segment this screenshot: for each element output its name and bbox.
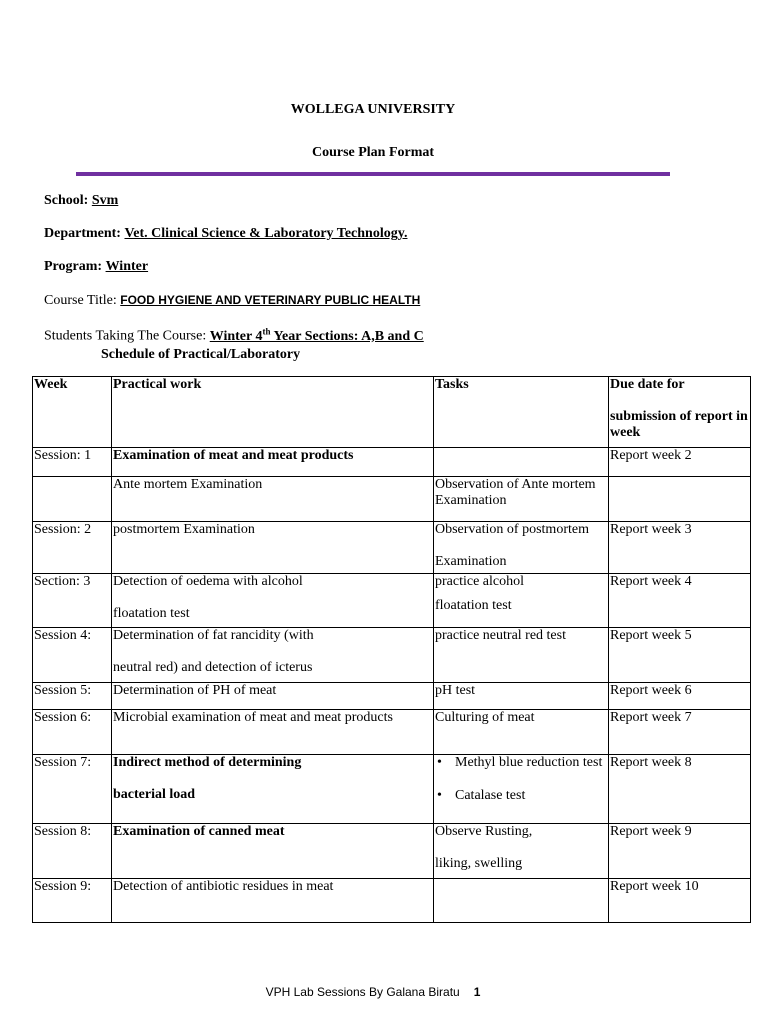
row-tasks-line1: Observation of postmortem [435, 522, 589, 537]
footer-text: VPH Lab Sessions By Galana Biratu [265, 985, 460, 999]
row-tasks-line1: Observe Rusting, [435, 824, 533, 839]
list-item: • Methyl blue reduction test [435, 755, 608, 771]
school-line [44, 193, 118, 209]
row-tasks: Culturing of meat [434, 710, 609, 755]
row-due: Report week 7 [609, 710, 751, 755]
school-value: Svm [91, 193, 119, 208]
row-week: Session 5: [33, 683, 112, 710]
row-practical: Microbial examination of meat and meat products [112, 710, 434, 755]
table-row [33, 448, 751, 477]
course-title-line [44, 293, 420, 309]
table-row [33, 574, 751, 628]
school-label: School: [44, 193, 89, 208]
table-row [33, 755, 751, 824]
row-due: Report week 9 [609, 824, 751, 879]
row-week: Session 7: [33, 755, 112, 824]
row-due: Report week 8 [609, 755, 751, 824]
row-tasks [434, 879, 609, 923]
department-label: Department: [44, 226, 121, 241]
course-title-label: Course Title: [44, 293, 117, 308]
row-practical: Examination of canned meat [112, 824, 434, 879]
row-practical: Examination of meat and meat products [112, 448, 434, 477]
header-week: Week [33, 377, 112, 448]
row-tasks-line2: Examination [435, 554, 507, 569]
row-week: Section: 3 [33, 574, 112, 628]
program-label: Program: [44, 259, 103, 274]
header-practical: Practical work [112, 377, 434, 448]
table-row [33, 824, 751, 879]
row-practical-line2: neutral red) and detection of icterus [113, 660, 313, 675]
row-week: Session: 2 [33, 522, 112, 574]
row-practical-line1: Determination of fat rancidity (with [113, 628, 314, 643]
row-practical: Detection of antibiotic residues in meat [112, 879, 434, 923]
course-title-value: FOOD HYGIENE AND VETERINARY PUBLIC HEALTH [120, 293, 421, 307]
table-row [33, 628, 751, 683]
table-header-row [33, 377, 751, 448]
students-line [44, 326, 424, 345]
page-footer [0, 985, 746, 999]
table-row [33, 683, 751, 710]
schedule-heading: Schedule of Practical/Laboratory [101, 347, 301, 362]
row-tasks [434, 522, 609, 574]
row-tasks-line2: liking, swelling [435, 856, 523, 871]
course-plan-title: Course Plan Format [311, 145, 435, 160]
program-line [44, 259, 148, 275]
row-due: Report week 6 [609, 683, 751, 710]
row-tasks [434, 755, 609, 824]
row-week: Session 8: [33, 824, 112, 879]
header-tasks: Tasks [434, 377, 609, 448]
row-practical [112, 628, 434, 683]
list-item: • Catalase test [435, 788, 608, 804]
program-value: Winter [105, 259, 149, 274]
row-week: Session 6: [33, 710, 112, 755]
row-practical-line2: floatation test [113, 606, 190, 621]
row-week: Session: 1 [33, 448, 112, 477]
schedule-table [32, 376, 751, 923]
row-due [609, 477, 751, 522]
row-practical-line2: bacterial load [113, 787, 196, 802]
row-due: Report week 5 [609, 628, 751, 683]
row-tasks-line2: floatation test [435, 598, 512, 613]
row-tasks-line1: practice alcohol [435, 574, 525, 589]
page-number: 1 [473, 985, 481, 999]
students-value [209, 326, 424, 344]
table-row [33, 710, 751, 755]
row-tasks [434, 448, 609, 477]
tasks-bullet-list [435, 755, 608, 804]
row-practical: postmortem Examination [112, 522, 434, 574]
row-tasks: pH test [434, 683, 609, 710]
department-line [44, 226, 407, 242]
students-year-suffix: th [262, 326, 271, 336]
students-sections: Year Sections: A,B and C [270, 328, 424, 344]
purple-divider [76, 172, 670, 176]
row-practical: Ante mortem Examination [112, 477, 434, 522]
row-week: Session 4: [33, 628, 112, 683]
row-practical-line1: Indirect method of determining [113, 755, 302, 770]
row-tasks: practice neutral red test [434, 628, 609, 683]
row-due: Report week 3 [609, 522, 751, 574]
row-week [33, 477, 112, 522]
table-row [33, 522, 751, 574]
table-row [33, 477, 751, 522]
row-practical-line1: Detection of oedema with alcohol [113, 574, 303, 589]
row-tasks: Observation of Ante mortem Examination [434, 477, 609, 522]
row-week: Session 9: [33, 879, 112, 923]
row-tasks [434, 824, 609, 879]
row-due: Report week 4 [609, 574, 751, 628]
row-practical [112, 574, 434, 628]
header-due [609, 377, 751, 448]
row-due: Report week 10 [609, 879, 751, 923]
students-year: Winter 4 [209, 328, 263, 344]
row-practical [112, 755, 434, 824]
row-due: Report week 2 [609, 448, 751, 477]
row-tasks [434, 574, 609, 628]
row-practical: Determination of PH of meat [112, 683, 434, 710]
department-value: Vet. Clinical Science & Laboratory Technology. [124, 226, 408, 241]
table-row [33, 879, 751, 923]
students-label: Students Taking The Course: [44, 328, 207, 344]
university-title: WOLLEGA UNIVERSITY [290, 102, 456, 117]
header-due-line2: submission of report in week [610, 409, 748, 440]
header-due-line1: Due date for [610, 377, 685, 392]
